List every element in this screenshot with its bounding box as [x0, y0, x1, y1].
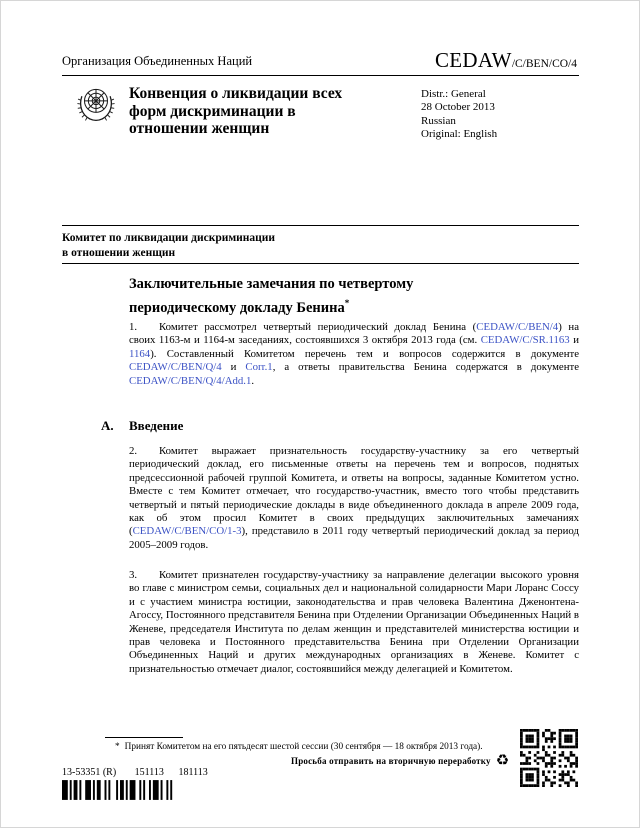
document-symbol-link[interactable]: CEDAW/C/BEN/4 — [476, 321, 559, 333]
document-symbol-main: CEDAW — [435, 48, 512, 72]
document-symbol-link[interactable]: CEDAW/C/BEN/CO/1-3 — [132, 525, 242, 538]
original-language-line: Original: English — [421, 128, 498, 141]
document-symbol-link[interactable]: CEDAW/C/BEN/Q/4/Add.1 — [129, 374, 252, 387]
committee-heading — [62, 231, 275, 260]
convention-title: Конвенция о ликвидации всех форм дискриминации в отношении женщин — [129, 85, 343, 137]
document-title-text: Заключительные замечания по четвертому периодическому докладу Бенина — [129, 276, 414, 316]
paragraph-text: и — [221, 361, 246, 374]
paragraph-text: ). Составленный Комитетом перечень тем и вопросов содержится в документе — [150, 347, 579, 360]
paragraph-1 — [129, 321, 579, 388]
document-symbol — [435, 48, 577, 73]
paragraph-number: 2. — [129, 445, 138, 457]
paragraph-text: Комитет признателен государству-участнику за направление делегации высокого уровня во главе с министром семьи, социальных дел и национальной солидарности Мари Лоранс Соссу и с участием министра юстиции, законодательства и прав человека Валентина Дженонтена-Агоссу, Постоянного представителя Бенина при Отделении Организации Объединенных Наций в Женеве, председателя Института по делам женщин и представителей министерства юстиции и прав человека и Постоянного представительства Бенина при Отделении Организации Объединенных Наций и других международных организациях в Женеве. Комитет с признательностью отмечает диалог, состоявшийся между делегацией и Комитетом. — [129, 569, 579, 675]
document-symbol-link[interactable]: CEDAW/C/BEN/Q/4 — [129, 361, 222, 374]
distribution-info — [421, 88, 497, 142]
paragraph-text: . — [251, 374, 255, 387]
print-code-1: 151113 — [134, 767, 164, 778]
paragraph-text: ), представило в 2011 году четвертый периодический доклад за период 2005–2009 годов. — [129, 525, 579, 551]
qr-code — [520, 729, 578, 787]
document-symbol-link[interactable]: 1164 — [129, 347, 151, 360]
document-title — [129, 275, 449, 318]
paragraph-text: , а ответы правительства Бенина содержатся в документе — [272, 361, 579, 374]
footnote-text: Принят Комитетом на его пятьдесят шестой сессии (30 сентября — 18 октября 2013 года). — [124, 742, 483, 752]
committee-heading-line2: в отношении женщин — [62, 246, 176, 259]
header-rule — [62, 75, 579, 76]
recycle-note-text: Просьба отправить на вторичную переработку — [291, 755, 491, 766]
paragraph-text: Комитет рассмотрел четвертый периодический доклад Бенина ( — [159, 321, 477, 333]
paragraph-text: Комитет выражает признательность государству-участнику за его четвертый периодический доклад, его письменные ответы на перечень тем и вопросов, поднятых предсессионной рабочей группой Комитета, и ответы на вопросы, заданные Комитетом устно. Вместе с тем Комитет отмечает, что государство-участник, вместо того чтобы представить четвертый и пятый периодические доклады в виде объединенного доклада в апреле 2009 года, как об этом просил Комитет в своих предыдущих заключительных замечаниях ( — [129, 445, 579, 538]
distr-line: Distr.: General — [421, 88, 486, 100]
barcode — [62, 780, 177, 800]
footnote-rule — [105, 737, 183, 738]
committee-rule-top — [62, 225, 579, 226]
footer-document-id — [62, 767, 208, 778]
paragraph-text: ) на своих 1163-м и 1164-м заседаниях, состоявшихся 3 октября 2013 года (см. — [129, 321, 580, 347]
paragraph-number: 1. — [129, 321, 138, 333]
committee-heading-line1: Комитет по ликвидации дискриминации — [62, 232, 276, 244]
job-number: 13-53351 (R) — [62, 767, 117, 778]
language-line: Russian — [421, 114, 456, 127]
section-label: A. — [101, 418, 114, 433]
paragraph-3 — [129, 569, 579, 676]
footnote-reference: * — [344, 298, 350, 308]
section-heading-introduction — [101, 418, 183, 434]
paragraph-number: 3. — [129, 569, 138, 581]
date-line: 28 October 2013 — [421, 101, 495, 114]
un-emblem-icon — [73, 82, 119, 128]
paragraph-2 — [129, 445, 579, 552]
footnote — [105, 742, 545, 752]
document-symbol-link[interactable]: Corr.1 — [245, 361, 273, 374]
print-code-2: 181113 — [178, 767, 208, 778]
section-title: Введение — [129, 418, 184, 433]
organization-name: Организация Объединенных Наций — [62, 54, 253, 68]
committee-rule-bottom — [62, 263, 579, 264]
paragraph-text: и — [569, 334, 579, 347]
document-symbol-link[interactable]: CEDAW/C/SR.1163 — [480, 334, 570, 347]
footnote-marker: * — [115, 742, 120, 752]
document-symbol-suffix: /C/BEN/CO/4 — [511, 58, 577, 70]
recycle-icon: ♻ — [495, 751, 510, 769]
recycle-note — [291, 753, 509, 768]
